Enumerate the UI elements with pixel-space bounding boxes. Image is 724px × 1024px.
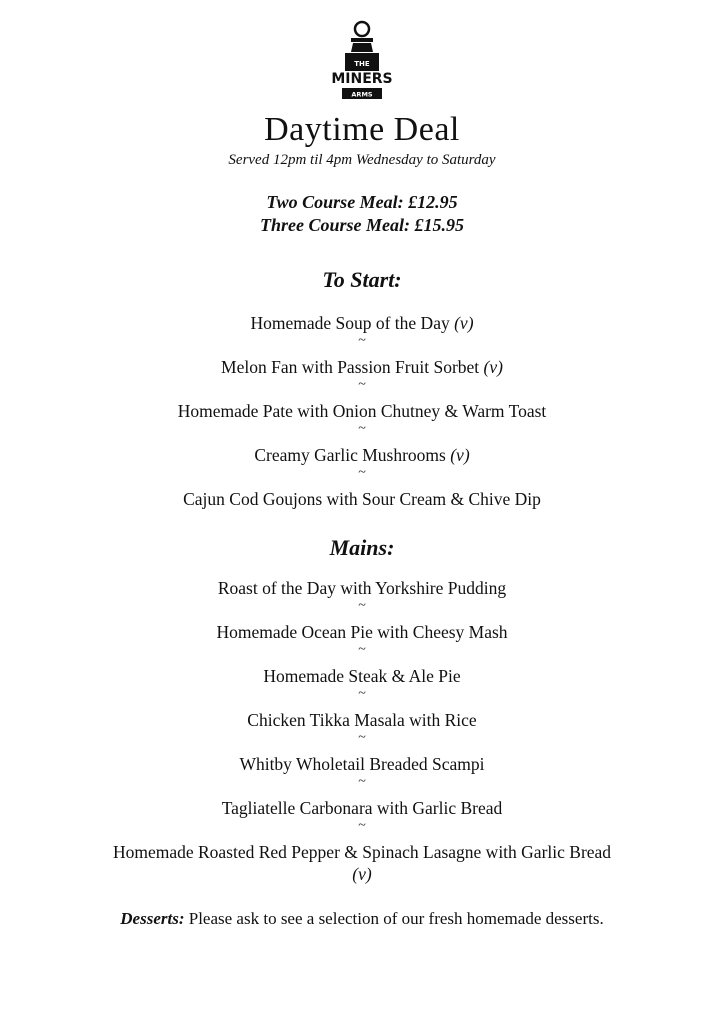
separator: ~ (358, 642, 366, 657)
separator: ~ (358, 333, 366, 348)
list-item (0, 312, 724, 334)
vegetarian-marker: (v) (454, 313, 474, 333)
list-item (0, 400, 724, 422)
vegetarian-marker: (v) (450, 445, 470, 465)
page-title: Daytime Deal (264, 111, 460, 148)
item-name: Melon Fan with Passion Fruit Sorbet (221, 357, 480, 377)
list-item (0, 577, 724, 599)
list-item (0, 356, 724, 378)
mains-heading: Mains: (329, 535, 395, 560)
two-course-price: Two Course Meal: £12.95 (266, 192, 458, 212)
svg-text:MINERS: MINERS (331, 71, 393, 87)
item-name: Homemade Roasted Red Pepper & Spinach Lasagne with Garlic Bread (112, 842, 612, 862)
mains-list (0, 577, 724, 885)
service-hours: Served 12pm til 4pm Wednesday to Saturday (228, 152, 496, 168)
item-name: Homemade Soup of the Day (250, 313, 450, 333)
item-name: Chicken Tikka Masala with Rice (247, 710, 477, 730)
svg-text:THE: THE (354, 60, 370, 68)
desserts-label: Desserts: (120, 909, 185, 928)
desserts-note (0, 909, 724, 929)
price-block (0, 191, 724, 237)
item-name: Cajun Cod Goujons with Sour Cream & Chive Dip (183, 489, 541, 509)
list-item (0, 841, 724, 863)
desserts-text: Please ask to see a selection of our fresh homemade desserts. (188, 909, 604, 928)
miners-arms-logo (312, 20, 412, 106)
separator: ~ (358, 818, 366, 833)
separator: ~ (358, 730, 366, 745)
item-name: Homemade Steak & Ale Pie (263, 666, 461, 686)
separator: ~ (358, 465, 366, 480)
separator: ~ (358, 774, 366, 789)
separator: ~ (358, 598, 366, 613)
list-item (0, 621, 724, 643)
item-name: Whitby Wholetail Breaded Scampi (239, 754, 485, 774)
three-course-price: Three Course Meal: £15.95 (260, 215, 464, 235)
starters-list (0, 312, 724, 510)
list-item (0, 444, 724, 466)
list-item (0, 797, 724, 819)
item-name: Roast of the Day with Yorkshire Pudding (217, 578, 507, 598)
vegetarian-marker: (v) (483, 357, 503, 377)
separator: ~ (358, 421, 366, 436)
item-name: Creamy Garlic Mushrooms (254, 445, 446, 465)
list-item (0, 488, 724, 510)
list-item (0, 709, 724, 731)
separator: ~ (358, 686, 366, 701)
item-name: Homemade Pate with Onion Chutney & Warm Toast (177, 401, 547, 421)
list-item (0, 753, 724, 775)
item-name: Tagliatelle Carbonara with Garlic Bread (221, 798, 503, 818)
starters-heading: To Start: (322, 267, 402, 292)
item-name: Homemade Ocean Pie with Cheesy Mash (216, 622, 508, 642)
vegetarian-marker: (v) (352, 864, 372, 884)
list-item (0, 665, 724, 687)
svg-text:ARMS: ARMS (351, 90, 373, 99)
separator: ~ (358, 377, 366, 392)
